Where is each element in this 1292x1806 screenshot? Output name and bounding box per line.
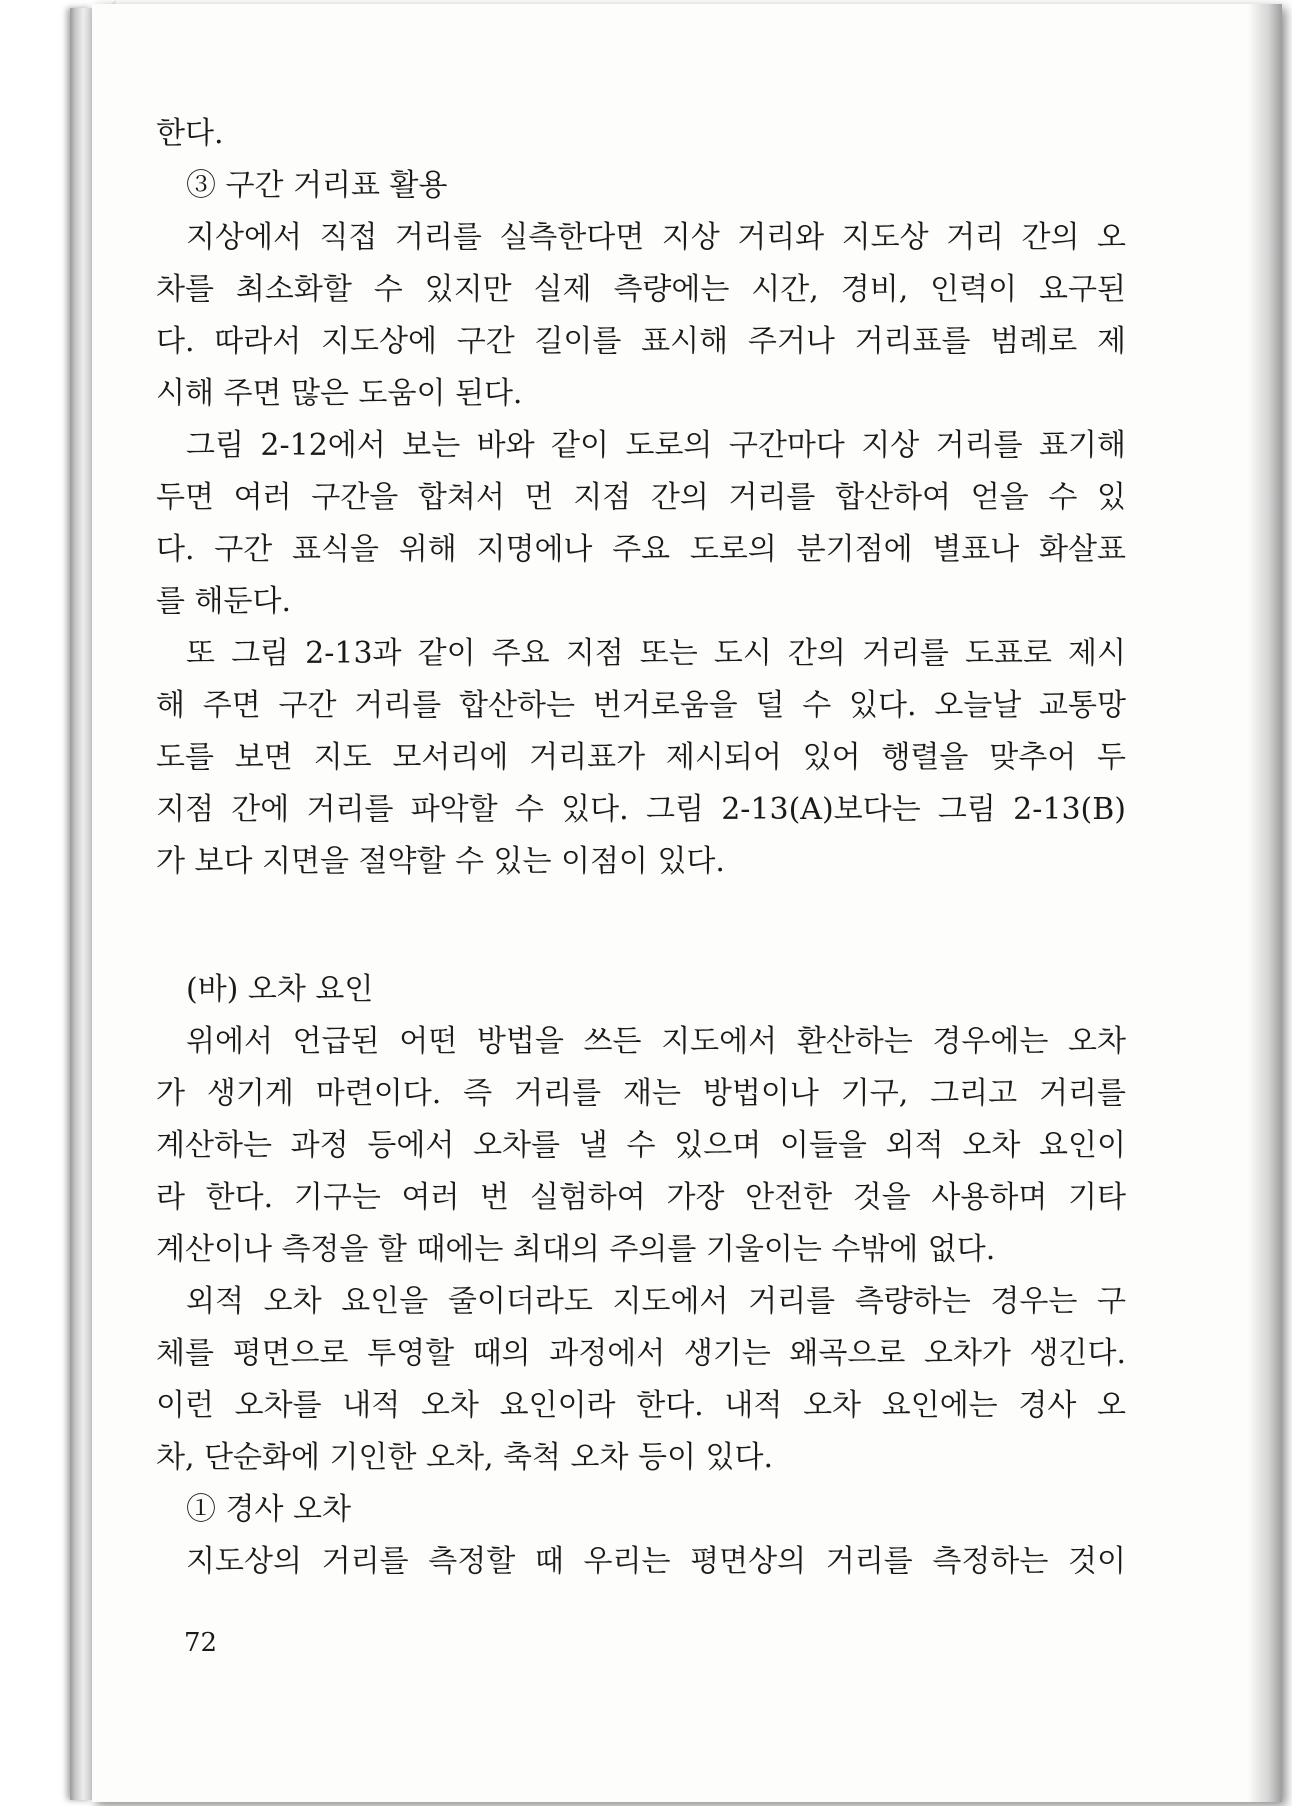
text-line: 도를 보면 지도 모서리에 거리표가 제시되어 있어 행렬을 맞추어 두 — [156, 740, 1126, 775]
text-line: 다. 따라서 지도상에 구간 길이를 표시해 주거나 거리표를 범례로 제 — [156, 324, 1126, 359]
text-line: 지점 간에 거리를 파악할 수 있다. 그림 2-13(A)보다는 그림 2-13(B) — [156, 792, 1126, 827]
text-line: 이런 오차를 내적 오차 요인이라 한다. 내적 오차 요인에는 경사 오 — [156, 1388, 1126, 1423]
subheading-slope-error: ① 경사 오차 — [186, 1492, 351, 1527]
text-line: 지도상의 거리를 측정할 때 우리는 평면상의 거리를 측정하는 것이 — [186, 1544, 1126, 1579]
text-line: 계산이나 측정을 할 때에는 최대의 주의를 기울이는 수밖에 없다. — [156, 1232, 996, 1267]
section-heading-error-factors: (바) 오차 요인 — [186, 972, 374, 1007]
text-line: 두면 여러 구간을 합쳐서 먼 지점 간의 거리를 합산하여 얻을 수 있 — [156, 480, 1126, 515]
text-line: 가 보다 지면을 절약할 수 있는 이점이 있다. — [156, 844, 725, 879]
text-line: 를 해둔다. — [156, 584, 291, 619]
text-line: 체를 평면으로 투영할 때의 과정에서 생기는 왜곡으로 오차가 생긴다. — [156, 1336, 1126, 1371]
subheading-section-3: ③ 구간 거리표 활용 — [186, 168, 448, 203]
text-line: 시해 주면 많은 도움이 된다. — [156, 376, 523, 411]
text-line: 해 주면 구간 거리를 합산하는 번거로움을 덜 수 있다. 오늘날 교통망 — [156, 688, 1126, 723]
text-line: 외적 오차 요인을 줄이더라도 지도에서 거리를 측량하는 경우는 구 — [186, 1284, 1126, 1319]
page-stack-edge — [70, 8, 92, 1800]
text-line: 차, 단순화에 기인한 오차, 축척 오차 등이 있다. — [156, 1440, 774, 1475]
text-line: 차를 최소화할 수 있지만 실제 측량에는 시간, 경비, 인력이 요구된 — [156, 272, 1126, 307]
text-line: 계산하는 과정 등에서 오차를 낼 수 있으며 이들을 외적 오차 요인이 — [156, 1128, 1126, 1163]
text-line: 또 그림 2-13과 같이 주요 지점 또는 도시 간의 거리를 도표로 제시 — [186, 636, 1126, 671]
text-line: 다. 구간 표식을 위해 지명에나 주요 도로의 분기점에 별표나 화살표 — [156, 532, 1126, 567]
text-line: 위에서 언급된 어떤 방법을 쓰든 지도에서 환산하는 경우에는 오차 — [186, 1024, 1126, 1059]
page-gutter-shadow — [1248, 4, 1282, 1802]
text-line: 지상에서 직접 거리를 실측한다면 지상 거리와 지도상 거리 간의 오 — [186, 220, 1126, 255]
text-line: 그림 2-12에서 보는 바와 같이 도로의 구간마다 지상 거리를 표기해 — [186, 428, 1126, 463]
page-number: 72 — [184, 1628, 218, 1658]
body-text — [156, 108, 1126, 1588]
section-gap — [156, 888, 1126, 964]
text-line: 한다. — [156, 116, 224, 151]
text-line: 가 생기게 마련이다. 즉 거리를 재는 방법이나 기구, 그리고 거리를 — [156, 1076, 1126, 1111]
text-line: 라 한다. 기구는 여러 번 실험하여 가장 안전한 것을 사용하며 기타 — [156, 1180, 1126, 1215]
